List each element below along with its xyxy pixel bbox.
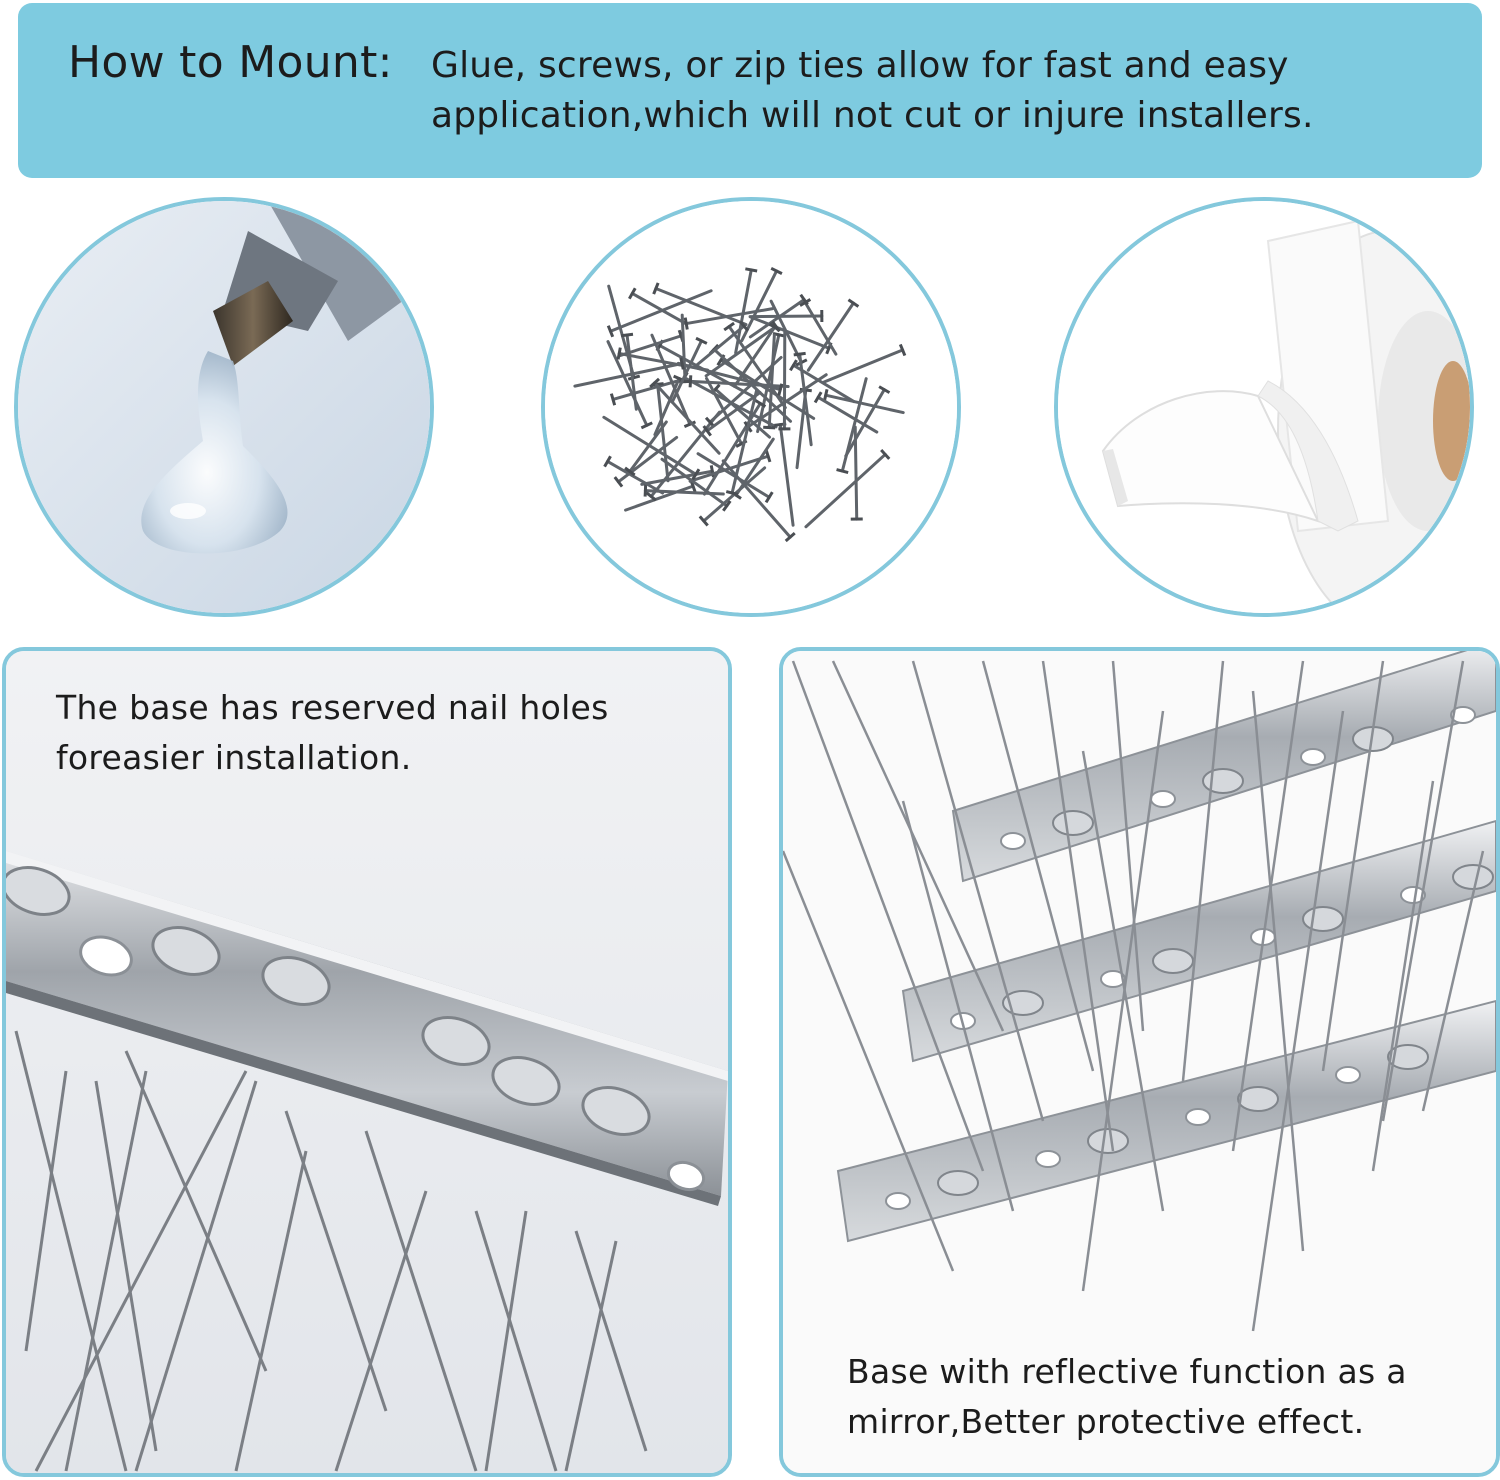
- glue-image: [14, 197, 434, 617]
- banner-description: Glue, screws, or zip ties allow for fast and easy application,which will not cut or injure installers.: [431, 45, 1314, 136]
- reflective-caption: Base with reflective function as a mirror,Better protective effect.: [847, 1352, 1407, 1441]
- tape-image: [1054, 197, 1474, 617]
- nail-holes-caption: The base has reserved nail holes foreasier installation.: [56, 688, 609, 777]
- banner-label: How to Mount:: [68, 37, 393, 88]
- mount-banner: [18, 3, 1482, 178]
- glue-illustration: [18, 201, 430, 613]
- reflective-base-panel: [779, 647, 1500, 1477]
- tape-illustration: [1058, 201, 1470, 613]
- nails-image: [541, 197, 961, 617]
- nail-holes-panel: [2, 647, 732, 1477]
- nails-illustration: [545, 201, 957, 613]
